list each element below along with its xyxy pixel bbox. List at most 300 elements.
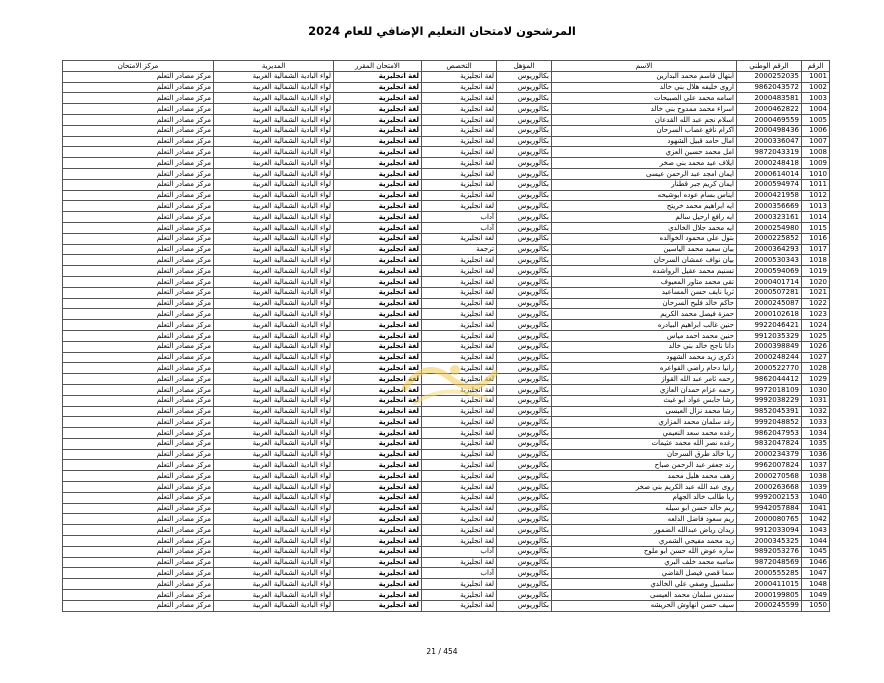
cell-seq: 1001	[802, 71, 830, 82]
cell-national-id: 2000522770	[737, 363, 802, 374]
cell-exam: لغة انجليزية	[334, 449, 422, 460]
cell-specialization: لغة انجليزية	[422, 536, 497, 547]
cell-seq: 1035	[802, 438, 830, 449]
cell-directorate: لواء البادية الشمالية الغربية	[214, 428, 334, 439]
table-row	[63, 222, 830, 233]
cell-seq: 1030	[802, 384, 830, 395]
cell-center: مركز مصادر التعلم	[63, 406, 214, 417]
header-name: الاسم	[552, 61, 737, 72]
cell-qualification: بكالوريوس	[497, 536, 552, 547]
cell-qualification: بكالوريوس	[497, 341, 552, 352]
cell-name: امال حامد قبيل الشهود	[552, 136, 737, 147]
cell-qualification: بكالوريوس	[497, 525, 552, 536]
cell-directorate: لواء البادية الشمالية الغربية	[214, 525, 334, 536]
cell-directorate: لواء البادية الشمالية الغربية	[214, 363, 334, 374]
cell-exam: لغة انجليزية	[334, 114, 422, 125]
cell-exam: لغة انجليزية	[334, 330, 422, 341]
cell-center: مركز مصادر التعلم	[63, 363, 214, 374]
cell-specialization: لغة انجليزية	[422, 557, 497, 568]
table-row	[63, 201, 830, 212]
cell-qualification: بكالوريوس	[497, 330, 552, 341]
cell-directorate: لواء البادية الشمالية الغربية	[214, 114, 334, 125]
cell-qualification: بكالوريوس	[497, 158, 552, 169]
cell-exam: لغة انجليزية	[334, 276, 422, 287]
cell-exam: لغة انجليزية	[334, 471, 422, 482]
cell-directorate: لواء البادية الشمالية الغربية	[214, 438, 334, 449]
cell-directorate: لواء البادية الشمالية الغربية	[214, 104, 334, 115]
table-row	[63, 600, 830, 611]
cell-seq: 1049	[802, 590, 830, 601]
cell-qualification: بكالوريوس	[497, 255, 552, 266]
cell-center: مركز مصادر التعلم	[63, 147, 214, 158]
header-seq: الرقم	[802, 61, 830, 72]
cell-exam: لغة انجليزية	[334, 482, 422, 493]
table-row	[63, 125, 830, 136]
cell-seq: 1044	[802, 536, 830, 547]
cell-qualification: بكالوريوس	[497, 309, 552, 320]
cell-exam: لغة انجليزية	[334, 287, 422, 298]
cell-exam: لغة انجليزية	[334, 125, 422, 136]
cell-specialization: لغة انجليزية	[422, 158, 497, 169]
cell-center: مركز مصادر التعلم	[63, 309, 214, 320]
cell-center: مركز مصادر التعلم	[63, 298, 214, 309]
cell-exam: لغة انجليزية	[334, 406, 422, 417]
cell-exam: لغة انجليزية	[334, 244, 422, 255]
cell-name: حاكم خالد فليح السرحان	[552, 298, 737, 309]
cell-specialization: آداب	[422, 568, 497, 579]
cell-seq: 1045	[802, 546, 830, 557]
table-row	[63, 93, 830, 104]
cell-center: مركز مصادر التعلم	[63, 168, 214, 179]
cell-specialization: لغة انجليزية	[422, 201, 497, 212]
cell-name: اكرام نافع غصاب السرحان	[552, 125, 737, 136]
cell-exam: لغة انجليزية	[334, 201, 422, 212]
cell-national-id: 2000225852	[737, 233, 802, 244]
cell-directorate: لواء البادية الشمالية الغربية	[214, 568, 334, 579]
cell-national-id: 9992038229	[737, 395, 802, 406]
cell-national-id: 2000398849	[737, 341, 802, 352]
cell-directorate: لواء البادية الشمالية الغربية	[214, 590, 334, 601]
cell-exam: لغة انجليزية	[334, 557, 422, 568]
cell-name: تقى محمد متاور المعيوف	[552, 276, 737, 287]
cell-specialization: لغة انجليزية	[422, 363, 497, 374]
cell-qualification: بكالوريوس	[497, 125, 552, 136]
cell-qualification: بكالوريوس	[497, 557, 552, 568]
cell-name: دانا ناجح خالد بني خالد	[552, 341, 737, 352]
table-row	[63, 244, 830, 255]
cell-exam: لغة انجليزية	[334, 222, 422, 233]
cell-directorate: لواء البادية الشمالية الغربية	[214, 71, 334, 82]
cell-national-id: 9862047953	[737, 428, 802, 439]
cell-center: مركز مصادر التعلم	[63, 190, 214, 201]
cell-name: رشا محمد نزال العيسى	[552, 406, 737, 417]
cell-qualification: بكالوريوس	[497, 406, 552, 417]
table-row	[63, 287, 830, 298]
cell-exam: لغة انجليزية	[334, 266, 422, 277]
cell-name: رند جعفر عبد الرحمن صباح	[552, 460, 737, 471]
cell-specialization: ترجمة	[422, 244, 497, 255]
cell-qualification: بكالوريوس	[497, 568, 552, 579]
cell-name: اروى خليفه هلال بني خالد	[552, 82, 737, 93]
cell-name: ايلاف عيد محمد بني صخر	[552, 158, 737, 169]
cell-exam: لغة انجليزية	[334, 298, 422, 309]
cell-directorate: لواء البادية الشمالية الغربية	[214, 266, 334, 277]
cell-center: مركز مصادر التعلم	[63, 104, 214, 115]
cell-national-id: 9862043572	[737, 82, 802, 93]
cell-directorate: لواء البادية الشمالية الغربية	[214, 136, 334, 147]
cell-directorate: لواء البادية الشمالية الغربية	[214, 93, 334, 104]
cell-center: مركز مصادر التعلم	[63, 579, 214, 590]
cell-seq: 1020	[802, 276, 830, 287]
cell-qualification: بكالوريوس	[497, 438, 552, 449]
cell-national-id: 2000498436	[737, 125, 802, 136]
table-row	[63, 330, 830, 341]
cell-specialization: لغة انجليزية	[422, 374, 497, 385]
cell-directorate: لواء البادية الشمالية الغربية	[214, 287, 334, 298]
cell-center: مركز مصادر التعلم	[63, 482, 214, 493]
cell-center: مركز مصادر التعلم	[63, 287, 214, 298]
cell-exam: لغة انجليزية	[334, 492, 422, 503]
cell-exam: لغة انجليزية	[334, 168, 422, 179]
cell-directorate: لواء البادية الشمالية الغربية	[214, 158, 334, 169]
cell-specialization: لغة انجليزية	[422, 428, 497, 439]
cell-exam: لغة انجليزية	[334, 158, 422, 169]
cell-name: ايه محمد جلال الخالدي	[552, 222, 737, 233]
cell-national-id: 2000530343	[737, 255, 802, 266]
cell-specialization: لغة انجليزية	[422, 114, 497, 125]
cell-name: ثريا نايف حسن المساعيد	[552, 287, 737, 298]
cell-national-id: 2000594069	[737, 266, 802, 277]
cell-name: تسنيم محمد عقيل الرواشده	[552, 266, 737, 277]
cell-seq: 1016	[802, 233, 830, 244]
cell-seq: 1021	[802, 287, 830, 298]
cell-seq: 1040	[802, 492, 830, 503]
cell-qualification: بكالوريوس	[497, 460, 552, 471]
table-row	[63, 82, 830, 93]
cell-qualification: بكالوريوس	[497, 395, 552, 406]
cell-qualification: بكالوريوس	[497, 222, 552, 233]
cell-specialization: لغة انجليزية	[422, 320, 497, 331]
header-national-id: الرقم الوطني	[737, 61, 802, 72]
cell-national-id: 2000248418	[737, 158, 802, 169]
cell-center: مركز مصادر التعلم	[63, 244, 214, 255]
cell-specialization: لغة انجليزية	[422, 492, 497, 503]
cell-exam: لغة انجليزية	[334, 579, 422, 590]
cell-national-id: 9992002153	[737, 492, 802, 503]
cell-exam: لغة انجليزية	[334, 341, 422, 352]
cell-exam: لغة انجليزية	[334, 525, 422, 536]
cell-center: مركز مصادر التعلم	[63, 255, 214, 266]
cell-qualification: بكالوريوس	[497, 428, 552, 439]
table-row	[63, 590, 830, 601]
cell-directorate: لواء البادية الشمالية الغربية	[214, 492, 334, 503]
cell-national-id: 2000234379	[737, 449, 802, 460]
cell-national-id: 9862044412	[737, 374, 802, 385]
cell-national-id: 2000336047	[737, 136, 802, 147]
table-body	[63, 71, 830, 611]
table-row	[63, 449, 830, 460]
table-row	[63, 363, 830, 374]
cell-qualification: بكالوريوس	[497, 190, 552, 201]
cell-seq: 1042	[802, 514, 830, 525]
table-row	[63, 460, 830, 471]
cell-directorate: لواء البادية الشمالية الغربية	[214, 557, 334, 568]
cell-national-id: 2000345325	[737, 536, 802, 547]
cell-seq: 1008	[802, 147, 830, 158]
cell-name: زهف محمد هليل محمد	[552, 471, 737, 482]
table-row	[63, 255, 830, 266]
cell-directorate: لواء البادية الشمالية الغربية	[214, 212, 334, 223]
cell-exam: لغة انجليزية	[334, 438, 422, 449]
cell-seq: 1002	[802, 82, 830, 93]
cell-directorate: لواء البادية الشمالية الغربية	[214, 255, 334, 266]
cell-name: ايه ابراهيم محمد خريتح	[552, 201, 737, 212]
cell-directorate: لواء البادية الشمالية الغربية	[214, 503, 334, 514]
header-qualification: المؤهل	[497, 61, 552, 72]
cell-directorate: لواء البادية الشمالية الغربية	[214, 222, 334, 233]
cell-national-id: 9872048569	[737, 557, 802, 568]
cell-specialization: لغة انجليزية	[422, 514, 497, 525]
table-row	[63, 514, 830, 525]
cell-seq: 1039	[802, 482, 830, 493]
cell-name: سلسبيل وصفي علي الخالدي	[552, 579, 737, 590]
table-row	[63, 395, 830, 406]
cell-center: مركز مصادر التعلم	[63, 600, 214, 611]
cell-seq: 1012	[802, 190, 830, 201]
cell-center: مركز مصادر التعلم	[63, 590, 214, 601]
cell-directorate: لواء البادية الشمالية الغربية	[214, 514, 334, 525]
cell-name: ابتهال قاسم محمد البدارين	[552, 71, 737, 82]
cell-seq: 1046	[802, 557, 830, 568]
cell-center: مركز مصادر التعلم	[63, 525, 214, 536]
cell-qualification: بكالوريوس	[497, 298, 552, 309]
cell-specialization: لغة انجليزية	[422, 384, 497, 395]
header-exam: الامتحان المقرر	[334, 61, 422, 72]
cell-qualification: بكالوريوس	[497, 417, 552, 428]
cell-seq: 1006	[802, 125, 830, 136]
table-row	[63, 71, 830, 82]
cell-exam: لغة انجليزية	[334, 82, 422, 93]
cell-seq: 1004	[802, 104, 830, 115]
cell-national-id: 2000102618	[737, 309, 802, 320]
cell-qualification: بكالوريوس	[497, 600, 552, 611]
cell-directorate: لواء البادية الشمالية الغربية	[214, 417, 334, 428]
table-row	[63, 546, 830, 557]
cell-exam: لغة انجليزية	[334, 212, 422, 223]
cell-specialization: لغة انجليزية	[422, 93, 497, 104]
cell-center: مركز مصادر التعلم	[63, 222, 214, 233]
cell-national-id: 2000263668	[737, 482, 802, 493]
cell-center: مركز مصادر التعلم	[63, 341, 214, 352]
table-row	[63, 266, 830, 277]
cell-seq: 1024	[802, 320, 830, 331]
cell-national-id: 2000507281	[737, 287, 802, 298]
cell-exam: لغة انجليزية	[334, 104, 422, 115]
table-row	[63, 428, 830, 439]
cell-national-id: 2000254980	[737, 222, 802, 233]
cell-qualification: بكالوريوس	[497, 179, 552, 190]
cell-directorate: لواء البادية الشمالية الغربية	[214, 536, 334, 547]
cell-specialization: لغة انجليزية	[422, 341, 497, 352]
cell-center: مركز مصادر التعلم	[63, 471, 214, 482]
cell-name: ريم خالد حسن ابو سيله	[552, 503, 737, 514]
cell-directorate: لواء البادية الشمالية الغربية	[214, 546, 334, 557]
cell-directorate: لواء البادية الشمالية الغربية	[214, 352, 334, 363]
cell-exam: لغة انجليزية	[334, 190, 422, 201]
table-row	[63, 147, 830, 158]
table-row	[63, 536, 830, 547]
cell-qualification: بكالوريوس	[497, 266, 552, 277]
cell-qualification: بكالوريوس	[497, 212, 552, 223]
cell-qualification: بكالوريوس	[497, 352, 552, 363]
cell-exam: لغة انجليزية	[334, 536, 422, 547]
cell-qualification: بكالوريوس	[497, 492, 552, 503]
cell-exam: لغة انجليزية	[334, 147, 422, 158]
cell-national-id: 9922046421	[737, 320, 802, 331]
table-row	[63, 384, 830, 395]
cell-name: امل محمد حسين العزي	[552, 147, 737, 158]
cell-name: رشا حابس عواد ابو غيث	[552, 395, 737, 406]
cell-center: مركز مصادر التعلم	[63, 417, 214, 428]
cell-seq: 1050	[802, 600, 830, 611]
cell-specialization: لغة انجليزية	[422, 417, 497, 428]
cell-seq: 1014	[802, 212, 830, 223]
cell-center: مركز مصادر التعلم	[63, 93, 214, 104]
document-title: المرشحون لامتحان التعليم الإضافي للعام 2024	[308, 24, 576, 38]
cell-national-id: 9962007824	[737, 460, 802, 471]
cell-name: سما قصي فيصل القاضي	[552, 568, 737, 579]
cell-national-id: 9992048852	[737, 417, 802, 428]
cell-seq: 1032	[802, 406, 830, 417]
cell-name: ايه رافع ارحيل سالم	[552, 212, 737, 223]
cell-directorate: لواء البادية الشمالية الغربية	[214, 600, 334, 611]
cell-national-id: 2000252035	[737, 71, 802, 82]
cell-qualification: بكالوريوس	[497, 579, 552, 590]
cell-specialization: لغة انجليزية	[422, 395, 497, 406]
cell-specialization: لغة انجليزية	[422, 255, 497, 266]
table-row	[63, 179, 830, 190]
cell-seq: 1010	[802, 168, 830, 179]
cell-qualification: بكالوريوس	[497, 93, 552, 104]
cell-qualification: بكالوريوس	[497, 276, 552, 287]
cell-directorate: لواء البادية الشمالية الغربية	[214, 190, 334, 201]
cell-seq: 1048	[802, 579, 830, 590]
cell-national-id: 2000245599	[737, 600, 802, 611]
header-center: مركز الامتحان	[63, 61, 214, 72]
cell-national-id: 9942057884	[737, 503, 802, 514]
table-header-row	[63, 61, 830, 72]
cell-specialization: لغة انجليزية	[422, 503, 497, 514]
cell-specialization: لغة انجليزية	[422, 590, 497, 601]
cell-qualification: بكالوريوس	[497, 449, 552, 460]
cell-exam: لغة انجليزية	[334, 352, 422, 363]
cell-center: مركز مصادر التعلم	[63, 384, 214, 395]
table-row	[63, 525, 830, 536]
cell-center: مركز مصادر التعلم	[63, 503, 214, 514]
cell-specialization: لغة انجليزية	[422, 136, 497, 147]
cell-qualification: بكالوريوس	[497, 244, 552, 255]
cell-center: مركز مصادر التعلم	[63, 114, 214, 125]
cell-qualification: بكالوريوس	[497, 114, 552, 125]
cell-seq: 1005	[802, 114, 830, 125]
cell-specialization: لغة انجليزية	[422, 449, 497, 460]
cell-directorate: لواء البادية الشمالية الغربية	[214, 320, 334, 331]
cell-name: رحمه عزام حمدان العازي	[552, 384, 737, 395]
cell-specialization: لغة انجليزية	[422, 179, 497, 190]
cell-directorate: لواء البادية الشمالية الغربية	[214, 406, 334, 417]
cell-seq: 1027	[802, 352, 830, 363]
cell-center: مركز مصادر التعلم	[63, 212, 214, 223]
cell-directorate: لواء البادية الشمالية الغربية	[214, 233, 334, 244]
cell-specialization: لغة انجليزية	[422, 600, 497, 611]
cell-name: اسامه محمد علي الصبيحات	[552, 93, 737, 104]
cell-national-id: 2000411015	[737, 579, 802, 590]
cell-specialization: لغة انجليزية	[422, 104, 497, 115]
table-row	[63, 557, 830, 568]
cell-seq: 1043	[802, 525, 830, 536]
cell-name: ساره عوض الله حسن ابو ملوح	[552, 546, 737, 557]
cell-specialization: لغة انجليزية	[422, 71, 497, 82]
cell-exam: لغة انجليزية	[334, 374, 422, 385]
cell-directorate: لواء البادية الشمالية الغربية	[214, 276, 334, 287]
cell-specialization: لغة انجليزية	[422, 438, 497, 449]
cell-center: مركز مصادر التعلم	[63, 125, 214, 136]
cell-name: بيان نواف عمشان السرحان	[552, 255, 737, 266]
header-specialization: التخصص	[422, 61, 497, 72]
cell-directorate: لواء البادية الشمالية الغربية	[214, 460, 334, 471]
cell-directorate: لواء البادية الشمالية الغربية	[214, 471, 334, 482]
cell-qualification: بكالوريوس	[497, 136, 552, 147]
cell-qualification: بكالوريوس	[497, 590, 552, 601]
page-number: 21 / 454	[426, 647, 458, 656]
cell-exam: لغة انجليزية	[334, 395, 422, 406]
cell-directorate: لواء البادية الشمالية الغربية	[214, 201, 334, 212]
cell-qualification: بكالوريوس	[497, 82, 552, 93]
cell-name: روى عبد الله عبد الكريم بني صخر	[552, 482, 737, 493]
cell-name: زيدان رياض عبدالله الضمور	[552, 525, 737, 536]
table-row	[63, 406, 830, 417]
cell-center: مركز مصادر التعلم	[63, 82, 214, 93]
cell-seq: 1019	[802, 266, 830, 277]
cell-seq: 1028	[802, 363, 830, 374]
cell-name: ذكرى زيد محمد الشهود	[552, 352, 737, 363]
cell-seq: 1009	[802, 158, 830, 169]
cell-name: رغده نصر الله محمد عثيمات	[552, 438, 737, 449]
cell-name: ايناس بسام عوده ابوشيحه	[552, 190, 737, 201]
cell-qualification: بكالوريوس	[497, 471, 552, 482]
cell-qualification: بكالوريوس	[497, 233, 552, 244]
header-directorate: المديرية	[214, 61, 334, 72]
cell-qualification: بكالوريوس	[497, 482, 552, 493]
cell-seq: 1011	[802, 179, 830, 190]
cell-center: مركز مصادر التعلم	[63, 546, 214, 557]
table-row	[63, 352, 830, 363]
cell-specialization: لغة انجليزية	[422, 309, 497, 320]
cell-exam: لغة انجليزية	[334, 417, 422, 428]
table-row	[63, 136, 830, 147]
cell-directorate: لواء البادية الشمالية الغربية	[214, 82, 334, 93]
cell-national-id: 2000421958	[737, 190, 802, 201]
cell-seq: 1003	[802, 93, 830, 104]
cell-national-id: 2000356669	[737, 201, 802, 212]
cell-specialization: لغة انجليزية	[422, 525, 497, 536]
cell-center: مركز مصادر التعلم	[63, 374, 214, 385]
table-row	[63, 417, 830, 428]
table-row	[63, 492, 830, 503]
cell-center: مركز مصادر التعلم	[63, 71, 214, 82]
cell-name: ايمان كريم جبر قطنار	[552, 179, 737, 190]
cell-exam: لغة انجليزية	[334, 600, 422, 611]
